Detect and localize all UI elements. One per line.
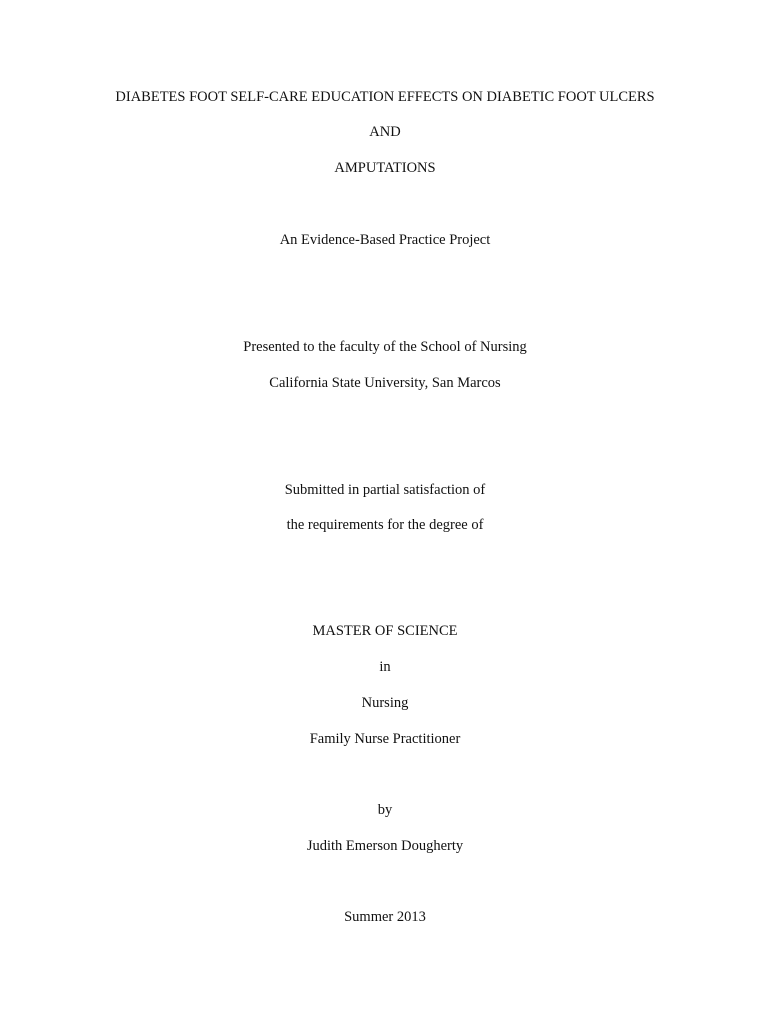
field-line: Nursing — [361, 695, 409, 711]
specialty-line: Family Nurse Practitioner — [309, 731, 461, 747]
degree-line: MASTER OF SCIENCE — [312, 623, 458, 639]
author-name: Judith Emerson Dougherty — [306, 838, 464, 854]
title-line-3: AMPUTATIONS — [334, 160, 436, 176]
project-subtitle: An Evidence-Based Practice Project — [279, 232, 491, 248]
title-line-2: AND — [369, 124, 401, 140]
presented-to-line: Presented to the faculty of the School of Nursing — [243, 339, 527, 355]
requirements-line: the requirements for the degree of — [286, 517, 484, 533]
term-date: Summer 2013 — [344, 909, 426, 925]
title-line-1: DIABETES FOOT SELF-CARE EDUCATION EFFECTS ON DIABETIC FOOT ULCERS — [115, 89, 655, 105]
university-line: California State University, San Marcos — [269, 375, 501, 391]
submitted-line: Submitted in partial satisfaction of — [284, 482, 486, 498]
degree-in-line: in — [379, 659, 391, 675]
by-line: by — [377, 802, 393, 818]
